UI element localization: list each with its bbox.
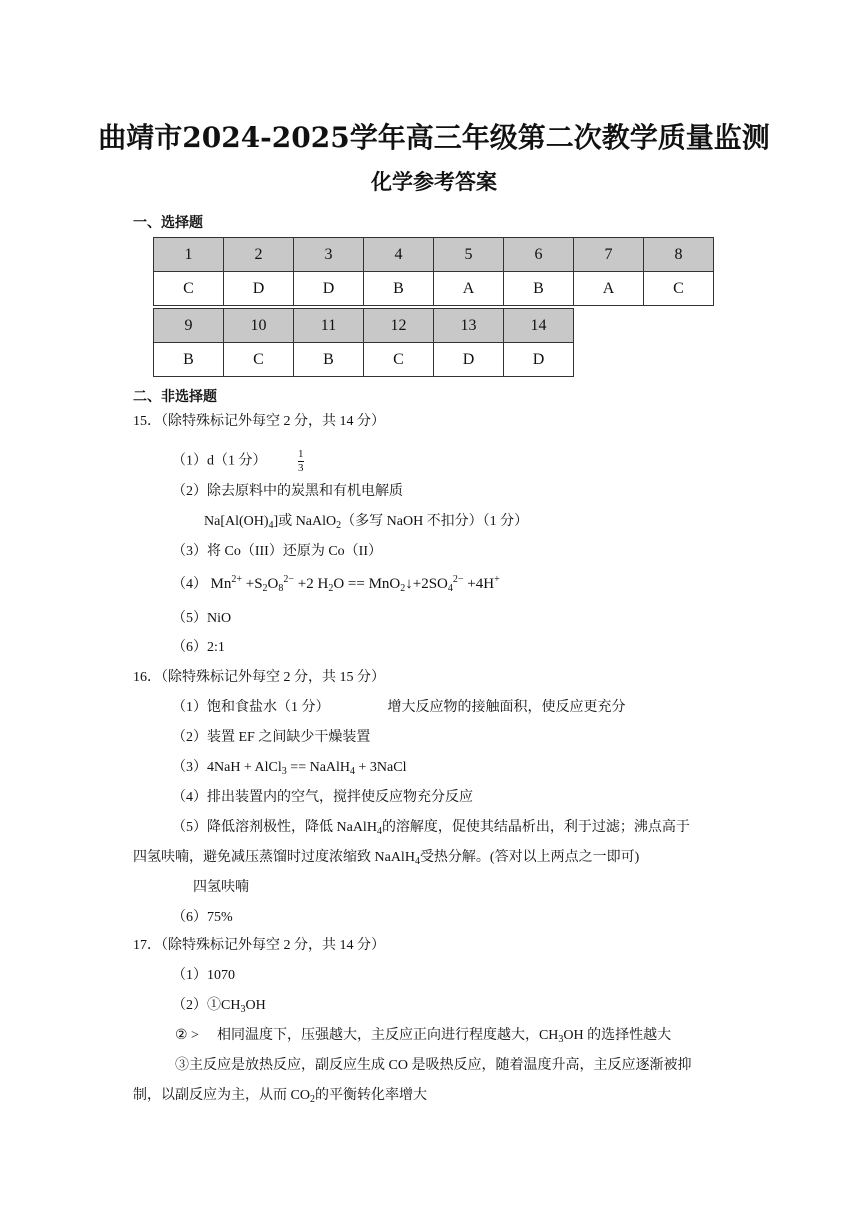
answer-cell: B <box>294 343 364 377</box>
answer-cell: A <box>574 272 644 306</box>
question-number: 13 <box>434 309 504 343</box>
subscript: 4 <box>268 520 274 531</box>
text: 四氢呋喃，避免减压蒸馏时过度浓缩致 NaAlH <box>133 850 415 865</box>
q15-part1-text: （1）d（1 分） <box>172 453 267 469</box>
subscript: 4 <box>414 856 420 867</box>
q16-part4: （4）排出装置内的空气，搅拌使反应物充分反应 <box>172 790 473 805</box>
answer-cell: D <box>504 343 574 377</box>
page-title: 曲靖市2024-2025学年高三年级第二次教学质量监测 <box>98 121 770 154</box>
fraction-denominator: 3 <box>298 462 304 474</box>
q17-part2 <box>172 997 266 1015</box>
q17-part1: （1）1070 <box>172 968 235 983</box>
section-multiple-choice: 一、选择题 <box>133 215 203 231</box>
q16-part3 <box>172 759 406 777</box>
text: （2）①CH <box>172 998 241 1013</box>
question-number: 7 <box>574 238 644 272</box>
fraction <box>298 449 304 474</box>
subscript: 2 <box>309 1094 315 1105</box>
subscript: 3 <box>281 766 287 777</box>
answer-table-1 <box>153 237 714 306</box>
q16-part1-b: 增大反应物的接触面积，使反应更充分 <box>387 700 626 715</box>
q16-part1 <box>172 699 626 717</box>
question-number: 9 <box>154 309 224 343</box>
text: 相同温度下，压强越大，主反应正向进行程度越大，CH <box>216 1028 559 1043</box>
text: OH 的选择性越大 <box>563 1028 672 1043</box>
question-number: 11 <box>294 309 364 343</box>
q15-part4-label: （4） <box>172 577 207 592</box>
answer-cell: C <box>364 343 434 377</box>
answer-cell: D <box>294 272 364 306</box>
q15-part4 <box>172 575 500 594</box>
formula-text: + 3NaCl <box>355 760 407 775</box>
text: （5）降低溶剂极性，降低 NaAlH <box>172 820 377 835</box>
formula-text: ]或 NaAlO <box>273 514 337 529</box>
page-subtitle: 化学参考答案 <box>371 169 497 194</box>
text: OH <box>245 998 266 1013</box>
subscript: 3 <box>558 1034 564 1045</box>
formula-text: == NaAlH <box>286 760 351 775</box>
fraction-numerator: 1 <box>298 448 304 460</box>
answer-cell: C <box>644 272 714 306</box>
question-number: 2 <box>224 238 294 272</box>
q16-part6: （6）75% <box>172 910 233 925</box>
answer-cell: A <box>434 272 504 306</box>
q16-part2: （2）装置 EF 之间缺少干燥装置 <box>172 730 371 745</box>
q15-heading: 15．（除特殊标记外每空 2 分，共 14 分） <box>133 414 385 429</box>
subscript: 4 <box>376 826 382 837</box>
q16-heading: 16．（除特殊标记外每空 2 分，共 15 分） <box>133 670 385 685</box>
question-number: 8 <box>644 238 714 272</box>
answer-cell: B <box>504 272 574 306</box>
q16-part5-line1 <box>172 819 690 837</box>
q16-part5-line2 <box>133 849 639 867</box>
q15-part2: （2）除去原料中的炭黑和有机电解质 <box>172 484 403 499</box>
section-free-response: 二、非选择题 <box>133 389 217 405</box>
answer-cell: B <box>154 343 224 377</box>
text: 的溶解度，促使其结晶析出，利于过滤；沸点高于 <box>381 820 690 835</box>
text: ② > <box>175 1028 199 1043</box>
q17-heading: 17．（除特殊标记外每空 2 分，共 14 分） <box>133 938 385 953</box>
q17-part2-sub3-line1: ③主反应是放热反应，副反应生成 CO 是吸热反应，随着温度升高，主反应逐渐被抑 <box>175 1058 692 1073</box>
question-number: 12 <box>364 309 434 343</box>
answer-cell: B <box>364 272 434 306</box>
subscript: 3 <box>240 1004 246 1015</box>
q16-part5-answer2: 四氢呋喃 <box>193 880 249 895</box>
q15-part1 <box>172 449 304 474</box>
reaction-equation: $Mn^{2+} +S_2O_8^{2-} +2$ $H_2O$ == $MnO_2↓+2SO_4^{2-} +4H^+$ <box>210 574 500 594</box>
subscript: 4 <box>350 766 356 777</box>
table-row <box>154 309 574 343</box>
q15-part2-answer <box>204 513 528 531</box>
formula-text: Na[Al(OH) <box>204 514 269 529</box>
table-row <box>154 272 714 306</box>
answer-cell: D <box>224 272 294 306</box>
formula-text: （3）4NaH + AlCl <box>172 760 282 775</box>
answer-cell: C <box>154 272 224 306</box>
q17-part2-sub3-line2 <box>133 1087 427 1105</box>
question-number: 10 <box>224 309 294 343</box>
question-number: 1 <box>154 238 224 272</box>
answer-cell: D <box>434 343 504 377</box>
subscript: 2 <box>336 520 342 531</box>
table-row <box>154 238 714 272</box>
text: 制，以副反应为主，从而 CO <box>133 1088 310 1103</box>
q17-part2-sub2 <box>175 1027 671 1045</box>
question-number: 4 <box>364 238 434 272</box>
answer-table-2 <box>153 308 574 377</box>
question-number: 3 <box>294 238 364 272</box>
q15-part3: （3）将 Co（III）还原为 Co（II） <box>172 544 382 559</box>
q15-part5: （5）NiO <box>172 611 232 626</box>
question-number: 6 <box>504 238 574 272</box>
text: 的平衡转化率增大 <box>314 1088 427 1103</box>
table-row <box>154 343 574 377</box>
question-number: 14 <box>504 309 574 343</box>
question-number: 5 <box>434 238 504 272</box>
answer-cell: C <box>224 343 294 377</box>
text: 受热分解。(答对以上两点之一即可) <box>419 850 640 865</box>
q16-part1-a: （1）饱和食盐水（1 分） <box>172 700 330 715</box>
q15-part6: （6）2:1 <box>172 640 225 655</box>
note-text: （多写 NaOH 不扣分）（1 分） <box>341 514 529 529</box>
